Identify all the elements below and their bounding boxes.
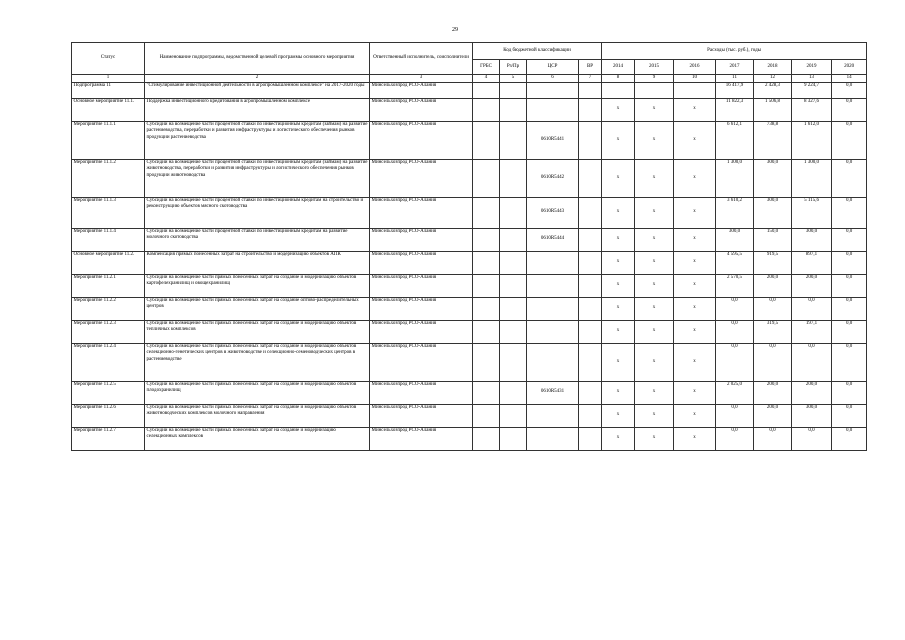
row-value-2018: 738,8 (754, 121, 792, 159)
row-value-2019: 0,0 (792, 427, 832, 450)
header-name: Наименование подпрограммы, ведомственной целевой программы основного мероприятия (145, 43, 370, 75)
row-vr (579, 427, 602, 450)
row-value-2016: х (674, 381, 716, 404)
row-name: Субсидии на возмещение части процентной ставки по инвестиционным кредитам на строительство и реконструкцию объектов мясного скотоводства (145, 197, 370, 228)
row-value-2017: 2 025,0 (716, 381, 754, 404)
column-number: 1 (72, 75, 145, 83)
header-year: 2018 (754, 60, 792, 75)
row-value-2014: х (602, 228, 635, 251)
row-value-2018: 919,5 (754, 251, 792, 274)
row-vr (579, 251, 602, 274)
row-rzpr (500, 427, 527, 450)
row-status: Мероприятие 11.2.5 (72, 381, 145, 404)
row-value-2015: х (635, 98, 674, 121)
row-value-2018: 200,0 (754, 404, 792, 427)
table-row (72, 320, 867, 343)
header-status: Статус (72, 43, 145, 75)
row-vr (579, 404, 602, 427)
row-value-2019: 300,0 (792, 404, 832, 427)
row-value-2019: 1 612,0 (792, 121, 832, 159)
row-value-2014 (602, 82, 635, 98)
row-name: Поддержка инвестиционного кредитования в агропромышленном комплексе (145, 98, 370, 121)
table-row (72, 197, 867, 228)
row-name: Субсидии на возмещение части прямых понесенных затрат на создание и модернизацию объектов плодохранилищ (145, 381, 370, 404)
row-rzpr (500, 274, 527, 297)
column-number: 7 (579, 75, 602, 83)
row-value-2016: х (674, 228, 716, 251)
row-grbs (473, 159, 500, 197)
row-rzpr (500, 381, 527, 404)
row-grbs (473, 228, 500, 251)
table-row (72, 404, 867, 427)
header-executor: Ответственный исполнитель, соисполнители (370, 43, 473, 75)
row-value-2015: х (635, 297, 674, 320)
row-value-2015: х (635, 251, 674, 274)
row-vr (579, 343, 602, 381)
row-value-2014: х (602, 274, 635, 297)
row-executor: Минсельхозпрод РСО-Алания (370, 251, 473, 274)
row-value-2015: х (635, 159, 674, 197)
row-value-2017: 300,0 (716, 228, 754, 251)
row-rzpr (500, 197, 527, 228)
row-executor: Минсельхозпрод РСО-Алания (370, 82, 473, 98)
row-value-2019: 200,0 (792, 381, 832, 404)
row-value-2014: х (602, 251, 635, 274)
row-value-2017: 0,0 (716, 297, 754, 320)
row-value-2020: 0,0 (832, 320, 867, 343)
row-rzpr (500, 343, 527, 381)
row-value-2018: 319,5 (754, 320, 792, 343)
row-executor: Минсельхозпрод РСО-Алания (370, 121, 473, 159)
row-executor: Минсельхозпрод РСО-Алания (370, 197, 473, 228)
row-status: Мероприятие 11.2.6 (72, 404, 145, 427)
header-kbk: Код бюджетной классификации (473, 43, 602, 60)
row-vr (579, 197, 602, 228)
row-name: Субсидии на возмещение части прямых понесенных затрат на создание и модернизацию объектов картофелехранилищ и овощехранилищ (145, 274, 370, 297)
row-value-2017: 0,0 (716, 320, 754, 343)
table-row (72, 251, 867, 274)
row-vr (579, 82, 602, 98)
row-rzpr (500, 251, 527, 274)
row-value-2018: 300,0 (754, 159, 792, 197)
row-executor: Минсельхозпрод РСО-Алания (370, 228, 473, 251)
header-year: 2016 (674, 60, 716, 75)
column-number: 9 (635, 75, 674, 83)
row-value-2019: 200,0 (792, 274, 832, 297)
row-value-2015 (635, 82, 674, 98)
row-value-2020: 0,0 (832, 404, 867, 427)
row-csr (527, 343, 579, 381)
row-csr: 0610R5444 (527, 228, 579, 251)
row-value-2014: х (602, 427, 635, 450)
table-row (72, 297, 867, 320)
row-value-2020: 0,0 (832, 297, 867, 320)
table-row (72, 121, 867, 159)
row-value-2017: 3 610,2 (716, 197, 754, 228)
row-executor: Минсельхозпрод РСО-Алания (370, 159, 473, 197)
table-row (72, 381, 867, 404)
row-value-2019: 300,0 (792, 228, 832, 251)
row-value-2018: 0,0 (754, 427, 792, 450)
header-year: 2020 (832, 60, 867, 75)
table-row (72, 274, 867, 297)
row-csr: 0610R5441 (527, 121, 579, 159)
row-status: Мероприятие 11.1.3 (72, 197, 145, 228)
row-value-2017: 0,0 (716, 343, 754, 381)
row-value-2015: х (635, 381, 674, 404)
row-value-2016: х (674, 297, 716, 320)
row-value-2020: 0,0 (832, 343, 867, 381)
row-status: Основное мероприятие 11.1. (72, 98, 145, 121)
row-value-2020: 0,0 (832, 98, 867, 121)
row-rzpr (500, 82, 527, 98)
row-value-2014: х (602, 121, 635, 159)
table-body (72, 82, 867, 450)
row-value-2017: 11 822,3 (716, 98, 754, 121)
row-value-2019: 5 115,6 (792, 197, 832, 228)
column-number: 11 (716, 75, 754, 83)
row-rzpr (500, 98, 527, 121)
header-kbk-col: Рз/Пр (500, 60, 527, 75)
row-value-2018: 150,0 (754, 228, 792, 251)
row-executor: Минсельхозпрод РСО-Алания (370, 427, 473, 450)
column-number: 12 (754, 75, 792, 83)
row-rzpr (500, 228, 527, 251)
row-grbs (473, 274, 500, 297)
row-value-2020: 0,0 (832, 274, 867, 297)
row-value-2018: 0,0 (754, 297, 792, 320)
row-status: Мероприятие 11.2.1 (72, 274, 145, 297)
table-row (72, 98, 867, 121)
row-value-2018: 1 506,8 (754, 98, 792, 121)
row-value-2017: 16 417,9 (716, 82, 754, 98)
row-value-2020: 0,0 (832, 197, 867, 228)
column-number: 3 (370, 75, 473, 83)
row-value-2017: 1 300,0 (716, 159, 754, 197)
row-status: Мероприятие 11.2.3 (72, 320, 145, 343)
row-value-2018: 300,0 (754, 197, 792, 228)
row-value-2014: х (602, 98, 635, 121)
row-value-2019: 897,1 (792, 251, 832, 274)
row-value-2020: 0,0 (832, 82, 867, 98)
row-vr (579, 274, 602, 297)
row-value-2017: 4 595,5 (716, 251, 754, 274)
row-value-2015: х (635, 320, 674, 343)
row-vr (579, 159, 602, 197)
column-number: 13 (792, 75, 832, 83)
row-csr (527, 404, 579, 427)
page-number: 29 (452, 27, 458, 33)
row-csr: 0610R5443 (527, 197, 579, 228)
header-kbk-col: ВР (579, 60, 602, 75)
row-value-2015: х (635, 404, 674, 427)
row-status: Мероприятие 11.2.2 (72, 297, 145, 320)
row-value-2019: 9 224,7 (792, 82, 832, 98)
header-year: 2017 (716, 60, 754, 75)
header-year: 2014 (602, 60, 635, 75)
row-grbs (473, 381, 500, 404)
row-csr: 0610R5431 (527, 381, 579, 404)
row-value-2015: х (635, 427, 674, 450)
table-row (72, 343, 867, 381)
row-value-2015: х (635, 197, 674, 228)
header-year: 2015 (635, 60, 674, 75)
row-value-2018: 200,0 (754, 381, 792, 404)
row-value-2014: х (602, 197, 635, 228)
row-value-2015: х (635, 228, 674, 251)
column-number: 8 (602, 75, 635, 83)
row-value-2020: 0,0 (832, 121, 867, 159)
row-value-2014: х (602, 297, 635, 320)
row-status: Мероприятие 11.2.7 (72, 427, 145, 450)
row-value-2016: х (674, 343, 716, 381)
row-value-2016: х (674, 274, 716, 297)
row-csr (527, 98, 579, 121)
row-value-2014: х (602, 320, 635, 343)
row-name: Субсидии на возмещение части прямых понесенных затрат на создание и модернизацию объектов селекционно-генетических центров в животноводстве и селекционно-семеноводческих центров в растениеводстве (145, 343, 370, 381)
row-vr (579, 297, 602, 320)
row-value-2015: х (635, 343, 674, 381)
header-year: 2019 (792, 60, 832, 75)
row-value-2019: 8 327,6 (792, 98, 832, 121)
header-kbk-col: ГРБС (473, 60, 500, 75)
table-row (72, 427, 867, 450)
row-value-2018: 200,0 (754, 274, 792, 297)
row-executor: Минсельхозпрод РСО-Алания (370, 320, 473, 343)
row-grbs (473, 82, 500, 98)
row-status: Подпрограмма 11 (72, 82, 145, 98)
row-value-2016: х (674, 427, 716, 450)
table-row (72, 228, 867, 251)
row-csr: 0610R5442 (527, 159, 579, 197)
row-executor: Минсельхозпрод РСО-Алания (370, 98, 473, 121)
row-csr (527, 82, 579, 98)
row-value-2019: 1 300,0 (792, 159, 832, 197)
row-value-2014: х (602, 159, 635, 197)
column-number: 5 (500, 75, 527, 83)
row-value-2018: 2 428,3 (754, 82, 792, 98)
row-value-2016: х (674, 404, 716, 427)
row-executor: Минсельхозпрод РСО-Алания (370, 343, 473, 381)
row-vr (579, 381, 602, 404)
row-value-2014: х (602, 343, 635, 381)
row-grbs (473, 251, 500, 274)
row-value-2020: 0,0 (832, 159, 867, 197)
row-grbs (473, 197, 500, 228)
row-name: Субсидии на возмещение части прямых понесенных затрат на создание и модернизацию объектов животноводческих комплексов молочного направления (145, 404, 370, 427)
row-name: Субсидии на возмещение части прямых понесенных затрат на создание и модернизацию селекционных комплексов (145, 427, 370, 450)
row-name: Субсидии на возмещение части процентной ставки по инвестиционным кредитам на развитие молочного скотоводства (145, 228, 370, 251)
row-value-2014: х (602, 404, 635, 427)
row-name: "Стимулирование инвестиционной деятельности в агропромышленном комплексе" на 2017-2020 годы (145, 82, 370, 98)
row-grbs (473, 297, 500, 320)
row-name: Компенсация прямых понесенных затрат на строительство и модернизацию объектов АПК (145, 251, 370, 274)
row-status: Мероприятие 11.1.4 (72, 228, 145, 251)
row-value-2019: 0,0 (792, 343, 832, 381)
row-csr (527, 297, 579, 320)
column-number-row (72, 75, 867, 83)
row-name: Субсидии на возмещение части процентной ставки по инвестиционным кредитам (займам) на развитие животноводства, переработки и развития инфраструктуры и логистического обеспечения рынков продукции животноводства (145, 159, 370, 197)
row-vr (579, 121, 602, 159)
row-value-2019: 197,1 (792, 320, 832, 343)
row-rzpr (500, 320, 527, 343)
header-kbk-col: ЦСР (527, 60, 579, 75)
table-row (72, 159, 867, 197)
row-grbs (473, 404, 500, 427)
row-value-2017: 0,0 (716, 404, 754, 427)
budget-table (71, 42, 867, 451)
row-value-2016: х (674, 159, 716, 197)
row-value-2016: х (674, 320, 716, 343)
row-status: Мероприятие 11.2.4 (72, 343, 145, 381)
row-csr (527, 274, 579, 297)
row-executor: Минсельхозпрод РСО-Алания (370, 381, 473, 404)
row-executor: Минсельхозпрод РСО-Алания (370, 274, 473, 297)
row-rzpr (500, 404, 527, 427)
row-value-2014: х (602, 381, 635, 404)
row-value-2017: 0,0 (716, 427, 754, 450)
row-value-2018: 0,0 (754, 343, 792, 381)
row-grbs (473, 427, 500, 450)
row-csr (527, 320, 579, 343)
row-value-2017: 2 570,5 (716, 274, 754, 297)
column-number: 4 (473, 75, 500, 83)
row-value-2015: х (635, 121, 674, 159)
row-value-2017: 6 612,1 (716, 121, 754, 159)
row-value-2020: 0,0 (832, 427, 867, 450)
row-status: Основное мероприятие 11.2. (72, 251, 145, 274)
row-name: Субсидии на возмещение части прямых понесенных затрат на создание оптово-распределительных центров (145, 297, 370, 320)
row-csr (527, 251, 579, 274)
row-value-2016 (674, 82, 716, 98)
row-value-2019: 0,0 (792, 297, 832, 320)
row-grbs (473, 320, 500, 343)
row-status: Мероприятие 11.1.2 (72, 159, 145, 197)
row-value-2016: х (674, 98, 716, 121)
row-value-2016: х (674, 197, 716, 228)
column-number: 2 (145, 75, 370, 83)
row-rzpr (500, 159, 527, 197)
header-expenses: Расходы (тыс. руб.), годы (602, 43, 867, 60)
row-status: Мероприятие 11.1.1 (72, 121, 145, 159)
row-rzpr (500, 297, 527, 320)
row-csr (527, 427, 579, 450)
row-name: Субсидии на возмещение части прямых понесенных затрат на создание и модернизацию объектов тепличных комплексов (145, 320, 370, 343)
column-number: 6 (527, 75, 579, 83)
row-vr (579, 98, 602, 121)
row-vr (579, 228, 602, 251)
column-number: 14 (832, 75, 867, 83)
row-name: Субсидии на возмещение части процентной ставки по инвестиционным кредитам (займам) на развитие растениеводства, переработки и развития инфраструктуры и логистического обеспечения рынков продукции растениеводства (145, 121, 370, 159)
row-grbs (473, 98, 500, 121)
row-executor: Минсельхозпрод РСО-Алания (370, 404, 473, 427)
table-row (72, 82, 867, 98)
row-executor: Минсельхозпрод РСО-Алания (370, 297, 473, 320)
row-value-2016: х (674, 121, 716, 159)
column-number: 10 (674, 75, 716, 83)
row-grbs (473, 343, 500, 381)
row-value-2016: х (674, 251, 716, 274)
row-value-2020: 0,0 (832, 251, 867, 274)
row-value-2020: 0,0 (832, 381, 867, 404)
row-value-2015: х (635, 274, 674, 297)
row-vr (579, 320, 602, 343)
row-value-2020: 0,0 (832, 228, 867, 251)
row-rzpr (500, 121, 527, 159)
row-grbs (473, 121, 500, 159)
